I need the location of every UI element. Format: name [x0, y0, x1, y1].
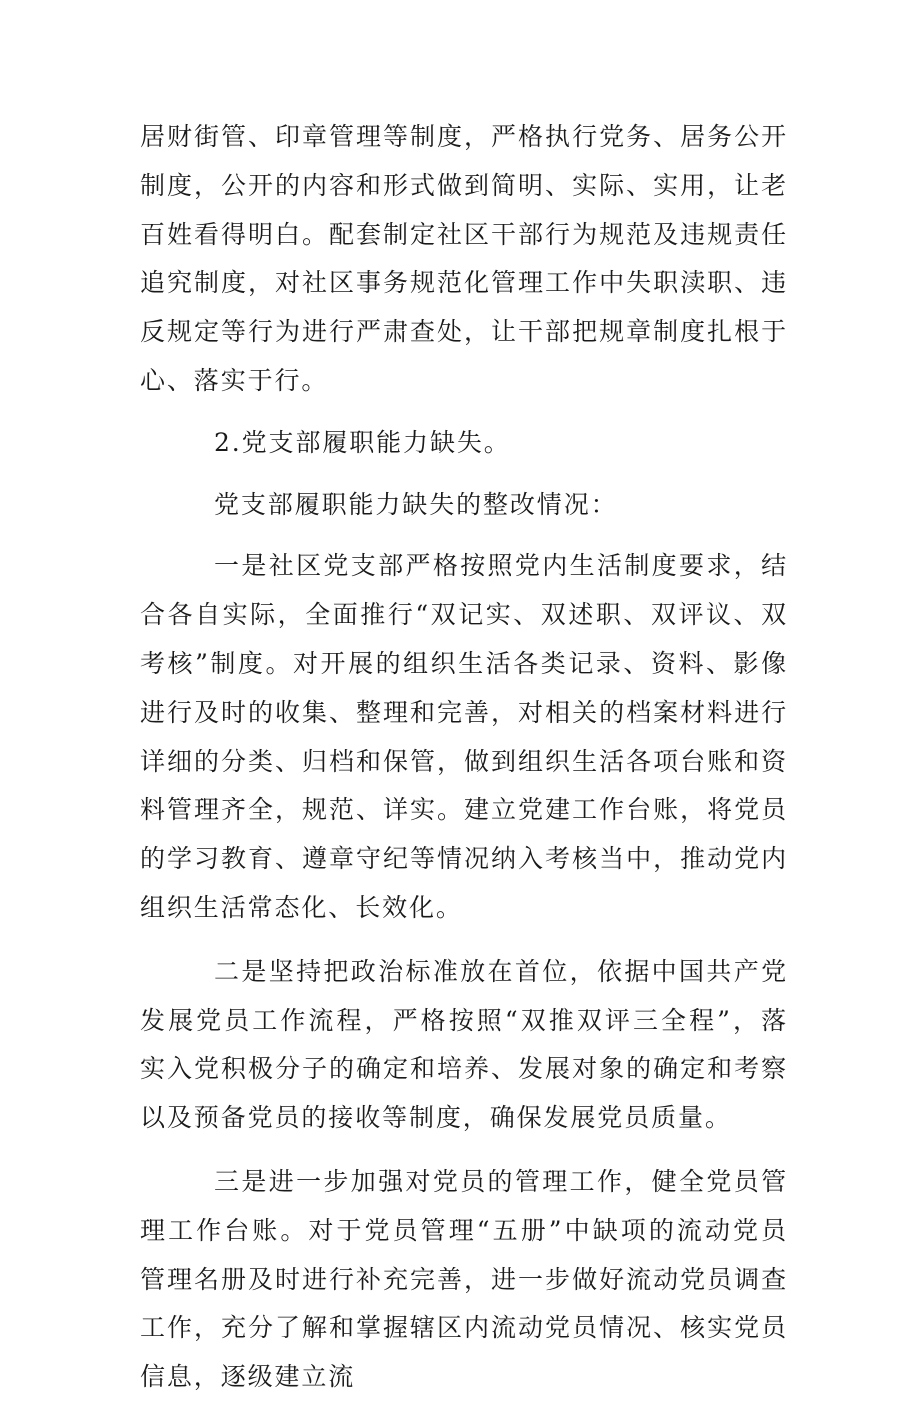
- paragraph-continuation: 居财街管、印章管理等制度，严格执行党务、居务公开制度，公开的内容和形式做到简明、实际、实用，让老百姓看得明白。配套制定社区干部行为规范及违规责任追究制度，对社区事务规范化管理工作中失职渎职、违反规定等行为进行严肃查处，让干部把规章制度扎根于心、落实于行。: [140, 122, 788, 395]
- paragraph-measure-three: 三是进一步加强对党员的管理工作，健全党员管理工作台账。对于党员管理“五册”中缺项的流动党员管理名册及时进行补充完善，进一步做好流动党员调查工作，充分了解和掌握辖区内流动党员情况、核实党员信息，逐级建立流: [140, 1166, 788, 1392]
- document-body: [140, 113, 788, 1402]
- paragraph-rectification-title: 党支部履职能力缺失的整改情况：: [214, 489, 618, 519]
- paragraph-measure-one: 一是社区党支部严格按照党内生活制度要求，结合各自实际，全面推行“双记实、双述职、双评议、双考核”制度。对开展的组织生活各类记录、资料、影像进行及时的收集、整理和完善，对相关的档案材料进行详细的分类、归档和保管，做到组织生活各项台账和资料管理齐全，规范、详实。建立党建工作台账，将党员的学习教育、遵章守纪等情况纳入考核当中，推动党内组织生活常态化、长效化。: [140, 551, 788, 922]
- paragraph-measure-two: 二是坚持把政治标准放在首位，依据中国共产党发展党员工作流程，严格按照“双推双评三全程”，落实入党积极分子的确定和培养、发展对象的确定和考察以及预备党员的接收等制度，确保发展党员质量。: [140, 956, 788, 1133]
- paragraph-heading-item-2: 2.党支部履职能力缺失。: [214, 427, 511, 457]
